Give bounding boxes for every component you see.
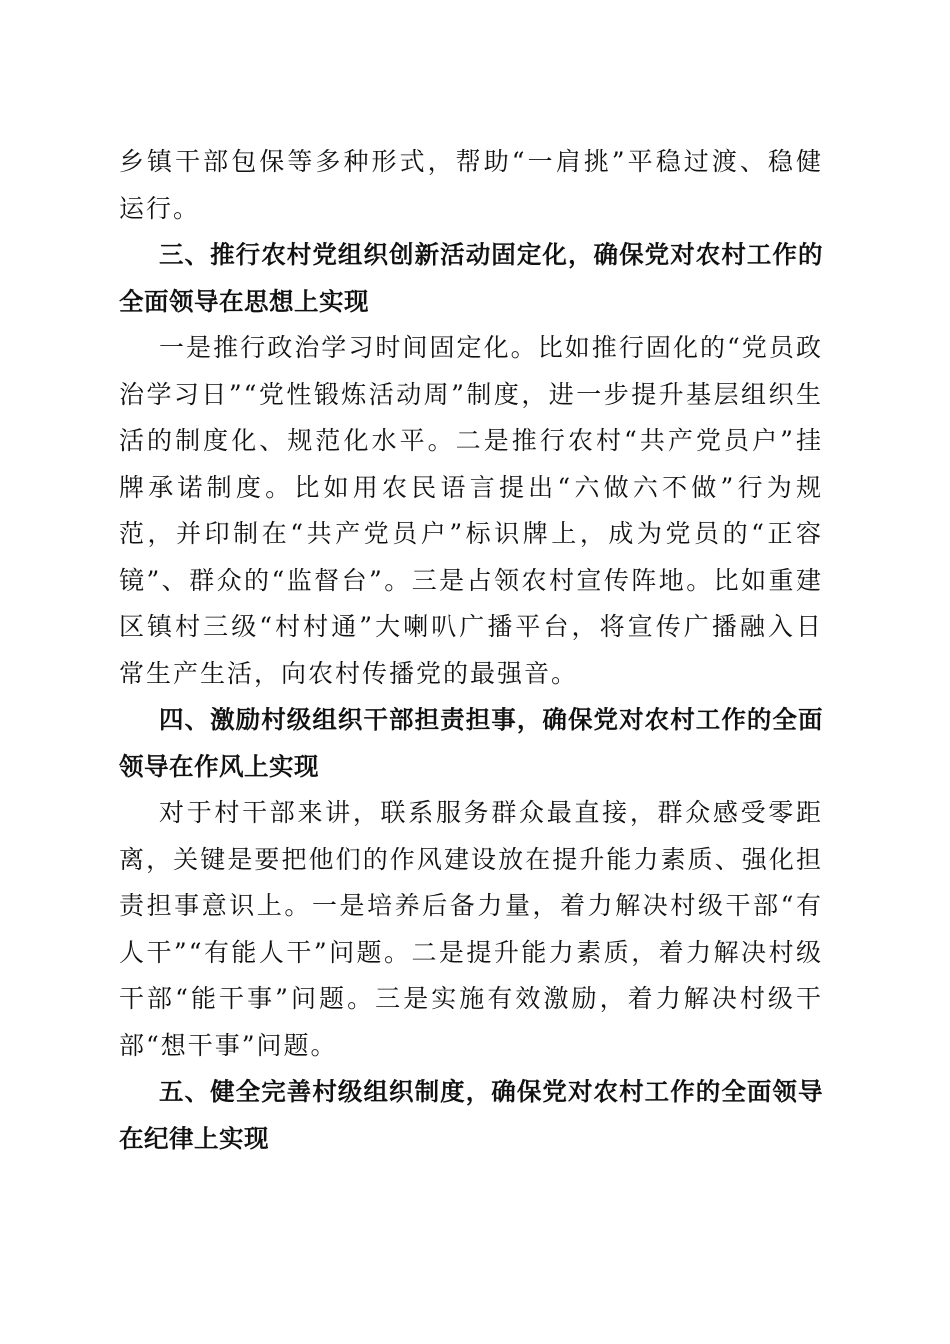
body-paragraph-section-4: 对于村干部来讲，联系服务群众最直接，群众感受零距离，关键是要把他们的作风建设放在提升能力素质、强化担责担事意识上。一是培养后备力量，着力解决村级干部“有人干”“有能人干”问题。二是提升能力素质，着力解决村级干部“能干事”问题。三是实施有效激励，着力解决村级干部“想干事”问题。: [119, 798, 823, 1060]
section-heading-5: 五、健全完善村级组织制度，确保党对农村工作的全面领导在纪律上实现: [119, 1077, 823, 1153]
section-heading-3: 三、推行农村党组织创新活动固定化，确保党对农村工作的全面领导在思想上实现: [119, 240, 823, 316]
body-paragraph-continuation: 乡镇干部包保等多种形式，帮助“一肩挑”平稳过渡、稳健运行。: [119, 147, 823, 223]
body-paragraph-section-3: 一是推行政治学习时间固定化。比如推行固化的“党员政治学习日”“党性锻炼活动周”制度，进一步提升基层组织生活的制度化、规范化水平。二是推行农村“共产党员户”挂牌承诺制度。比如用农民语言提出“六做六不做”行为规范，并印制在“共产党员户”标识牌上，成为党员的“正容镜”、群众的“监督台”。三是占领农村宣传阵地。比如重建区镇村三级“村村通”大喇叭广播平台，将宣传广播融入日常生产生活，向农村传播党的最强音。: [119, 333, 823, 688]
document-body: [119, 139, 823, 1162]
section-heading-4: 四、激励村级组织干部担责担事，确保党对农村工作的全面领导在作风上实现: [119, 705, 823, 781]
